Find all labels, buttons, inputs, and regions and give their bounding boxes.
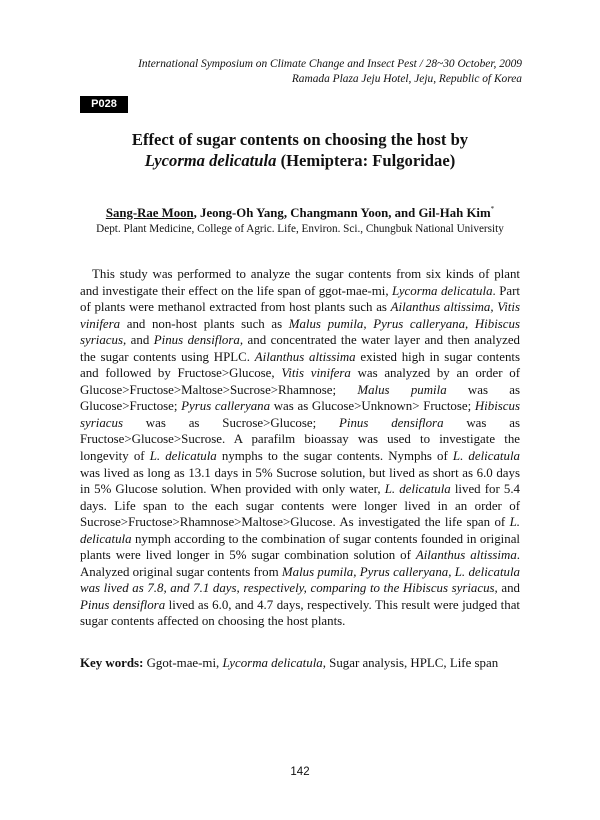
- abstract-run-text: was as Sucrose>Glucose;: [122, 415, 340, 430]
- abstract-run-text: nymph according to the combination of sugar contents founded in original plants were lived longer in 5% sugar combination solution of: [80, 531, 520, 563]
- conference-header: [138, 57, 522, 86]
- conference-header-line2: Ramada Plaza Jeju Hotel, Jeju, Republic of Korea: [291, 72, 522, 85]
- keywords-line: [80, 655, 540, 671]
- abstract-run-italic: Pinus densiflora,: [153, 333, 244, 348]
- paper-title: [60, 129, 540, 171]
- abstract-run-italic: L. delicatula: [80, 515, 520, 546]
- abstract-run-italic: L. delicatula: [384, 482, 451, 497]
- abstract-run-italic: Ailanthus altissima: [415, 548, 517, 563]
- abstract-run-text: lived for 5.4 days. Life span to the each sugar contents were longer lived in an order of Sucrose>Fructose>Rhamnose>Maltose>Glucose. As investigated the life span of: [80, 482, 520, 530]
- abstract-run-text: was as Fructose>Glucose>Sucrose. A parafilm bioassay was used to investigate the longevity of: [80, 415, 520, 464]
- abstract-run-italic: Pyrus calleryana: [181, 399, 271, 414]
- poster-code-badge: P028: [80, 96, 128, 113]
- abstract-run-text: and: [497, 581, 520, 596]
- other-authors: , Jeong-Oh Yang, Changmann Yoon, and Gil-Hah Kim: [193, 206, 491, 220]
- first-author: Sang-Rae Moon: [105, 206, 194, 220]
- abstract-run-italic: L. delicatula: [149, 449, 217, 464]
- title-species: Lycorma delicatula: [144, 151, 277, 170]
- abstract-run-italic: Ailanthus altissima, Vitis vinifera: [80, 300, 520, 331]
- abstract-run-text: nymphs to the sugar contents. Nymphs of: [216, 449, 453, 464]
- abstract-run-text: existed high in sugar contents and followed by Fructose>Glucose,: [80, 349, 520, 381]
- abstract-run-italic: Pinus densiflora: [80, 597, 166, 612]
- author-list: [80, 201, 520, 221]
- abstract-run-text: lived as 6.0, and 4.7 days, respectively. This result were judged that sugar contents affected on choosing the host plants.: [80, 597, 520, 629]
- abstract-run-text: This study was performed to analyze the sugar contents from six kinds of plant and investigate their effect on the life span of ggot-mae-mi,: [80, 267, 520, 298]
- conference-header-line1: International Symposium on Climate Change and Insect Pest / 28~30 October, 2009: [138, 58, 522, 70]
- keywords-label: Key words:: [80, 656, 144, 670]
- abstract-run-text: and non-host plants such as: [120, 316, 289, 331]
- abstract-paragraph: [80, 266, 520, 630]
- corresponding-mark: *: [490, 205, 495, 213]
- keyword-run-text: Ggot-mae-mi,: [143, 656, 223, 670]
- abstract-run-italic: Hibiscus syriacus: [80, 399, 520, 430]
- abstract-run-text: and concentrated the water layer and then analyzed the sugar contents using HPLC.: [80, 333, 521, 364]
- abstract-run-text: was analyzed by an order of Glucose>Fructose>Maltose>Sucrose>Rhamnose;: [80, 366, 521, 397]
- abstract-run-text: and: [126, 333, 154, 348]
- abstract-run-italic: Ailanthus altissima: [254, 349, 356, 364]
- title-line2: [60, 150, 540, 171]
- abstract-run-text: . Part of plants were methanol extracted from host plants such as: [80, 283, 520, 315]
- abstract-run-italic: Malus pumila, Pyrus calleryana, L. delicatula was lived as 7.8, and 7.1 days, respectively, comparing to the Hibiscus syriacus,: [80, 564, 520, 596]
- abstract-run-italic: Vitis vinifera: [281, 366, 351, 381]
- abstract-run-text: was as Glucose>Fructose;: [80, 382, 520, 414]
- abstract-run-text: was lived as long as 13.1 days in 5% Sucrose solution, but lived as short as 6.0 days in 5% Glucose solution. When provided with only water,: [80, 465, 520, 497]
- abstract-run-italic: Lycorma delicatula: [392, 283, 493, 298]
- abstract-run-italic: Malus pumila, Pyrus calleryana, Hibiscus syriacus,: [80, 316, 520, 348]
- keyword-run-italic: Lycorma delicatula: [222, 656, 323, 670]
- abstract-run-text: . Analyzed original sugar contents from: [80, 548, 520, 579]
- abstract-run-italic: Malus pumila: [357, 382, 447, 397]
- page-number: 142: [290, 766, 310, 778]
- affiliation: Dept. Plant Medicine, College of Agric. Life, Environ. Sci., Chungbuk National University: [96, 223, 504, 235]
- title-line1: Effect of sugar contents on choosing the host by: [131, 130, 469, 149]
- abstract-run-italic: L. delicatula: [452, 449, 520, 464]
- abstract-run-italic: Pinus densiflora: [339, 415, 444, 430]
- title-order: (Hemiptera: Fulgoridae): [280, 151, 456, 170]
- abstract-run-text: was as Glucose>Unknown> Fructose;: [270, 399, 475, 414]
- keyword-run-text: , Sugar analysis, HPLC, Life span: [322, 656, 499, 670]
